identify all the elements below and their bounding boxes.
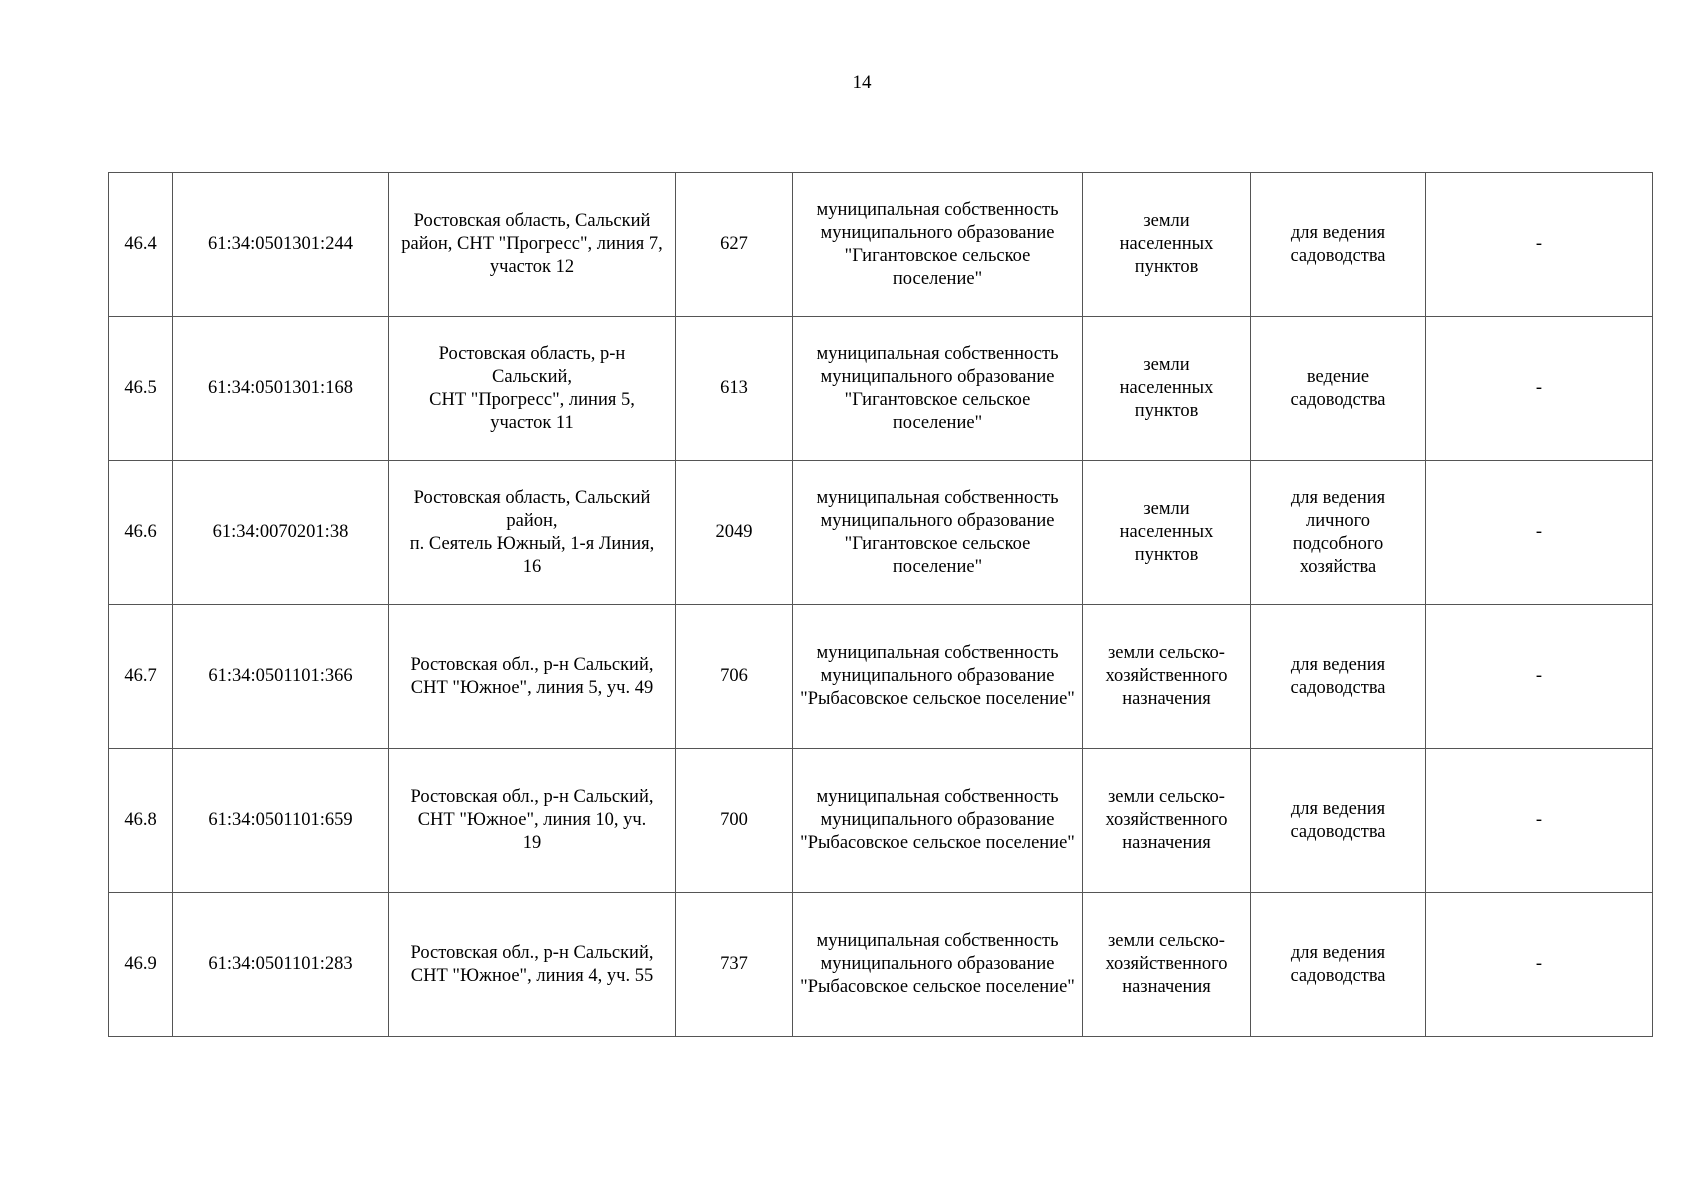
area: 613 xyxy=(676,317,793,461)
permitted-use: для ведения садоводства xyxy=(1251,893,1426,1037)
cadastral-number: 61:34:0501301:168 xyxy=(173,317,389,461)
permitted-use: для ведения садоводства xyxy=(1251,173,1426,317)
permitted-use: ведение садоводства xyxy=(1251,317,1426,461)
ownership: муниципальная собственность муниципального образование "Рыбасовское сельское поселение" xyxy=(793,749,1083,893)
land-category: земли сельско- хозяйственного назначения xyxy=(1083,749,1251,893)
ownership: муниципальная собственность муниципального образование "Гигантовское сельское поселение" xyxy=(793,317,1083,461)
address: Ростовская обл., р-н Сальский, СНТ "Южное", линия 5, уч. 49 xyxy=(389,605,676,749)
land-category: земли сельско- хозяйственного назначения xyxy=(1083,605,1251,749)
note: - xyxy=(1426,317,1653,461)
row-number: 46.7 xyxy=(109,605,173,749)
address: Ростовская область, р-н Сальский, СНТ "Прогресс", линия 5, участок 11 xyxy=(389,317,676,461)
note: - xyxy=(1426,605,1653,749)
cadastral-number: 61:34:0501301:244 xyxy=(173,173,389,317)
area: 737 xyxy=(676,893,793,1037)
cadastral-number: 61:34:0501101:366 xyxy=(173,605,389,749)
note: - xyxy=(1426,893,1653,1037)
table-row xyxy=(109,317,1653,461)
table-row xyxy=(109,605,1653,749)
note: - xyxy=(1426,461,1653,605)
row-number: 46.8 xyxy=(109,749,173,893)
address: Ростовская обл., р-н Сальский, СНТ "Южное", линия 10, уч. 19 xyxy=(389,749,676,893)
row-number: 46.5 xyxy=(109,317,173,461)
ownership: муниципальная собственность муниципального образование "Гигантовское сельское поселение" xyxy=(793,461,1083,605)
table-row xyxy=(109,749,1653,893)
table-row xyxy=(109,173,1653,317)
address: Ростовская область, Сальский район, СНТ "Прогресс", линия 7, участок 12 xyxy=(389,173,676,317)
area: 700 xyxy=(676,749,793,893)
permitted-use: для ведения личного подсобного хозяйства xyxy=(1251,461,1426,605)
land-category: земли населенных пунктов xyxy=(1083,317,1251,461)
cadastral-number: 61:34:0501101:659 xyxy=(173,749,389,893)
address: Ростовская область, Сальский район, п. Сеятель Южный, 1-я Линия, 16 xyxy=(389,461,676,605)
permitted-use: для ведения садоводства xyxy=(1251,605,1426,749)
row-number: 46.9 xyxy=(109,893,173,1037)
ownership: муниципальная собственность муниципального образование "Гигантовское сельское поселение" xyxy=(793,173,1083,317)
area: 627 xyxy=(676,173,793,317)
land-category: земли населенных пунктов xyxy=(1083,173,1251,317)
area: 2049 xyxy=(676,461,793,605)
ownership: муниципальная собственность муниципального образование "Рыбасовское сельское поселение" xyxy=(793,605,1083,749)
table-row xyxy=(109,893,1653,1037)
note: - xyxy=(1426,749,1653,893)
page-number: 14 xyxy=(852,72,872,93)
area: 706 xyxy=(676,605,793,749)
cadastral-number: 61:34:0070201:38 xyxy=(173,461,389,605)
note: - xyxy=(1426,173,1653,317)
address: Ростовская обл., р-н Сальский, СНТ "Южное", линия 4, уч. 55 xyxy=(389,893,676,1037)
ownership: муниципальная собственность муниципального образование "Рыбасовское сельское поселение" xyxy=(793,893,1083,1037)
cadastral-number: 61:34:0501101:283 xyxy=(173,893,389,1037)
permitted-use: для ведения садоводства xyxy=(1251,749,1426,893)
row-number: 46.6 xyxy=(109,461,173,605)
land-plots-table xyxy=(108,172,1653,1037)
land-category: земли сельско- хозяйственного назначения xyxy=(1083,893,1251,1037)
row-number: 46.4 xyxy=(109,173,173,317)
table-row xyxy=(109,461,1653,605)
land-category: земли населенных пунктов xyxy=(1083,461,1251,605)
